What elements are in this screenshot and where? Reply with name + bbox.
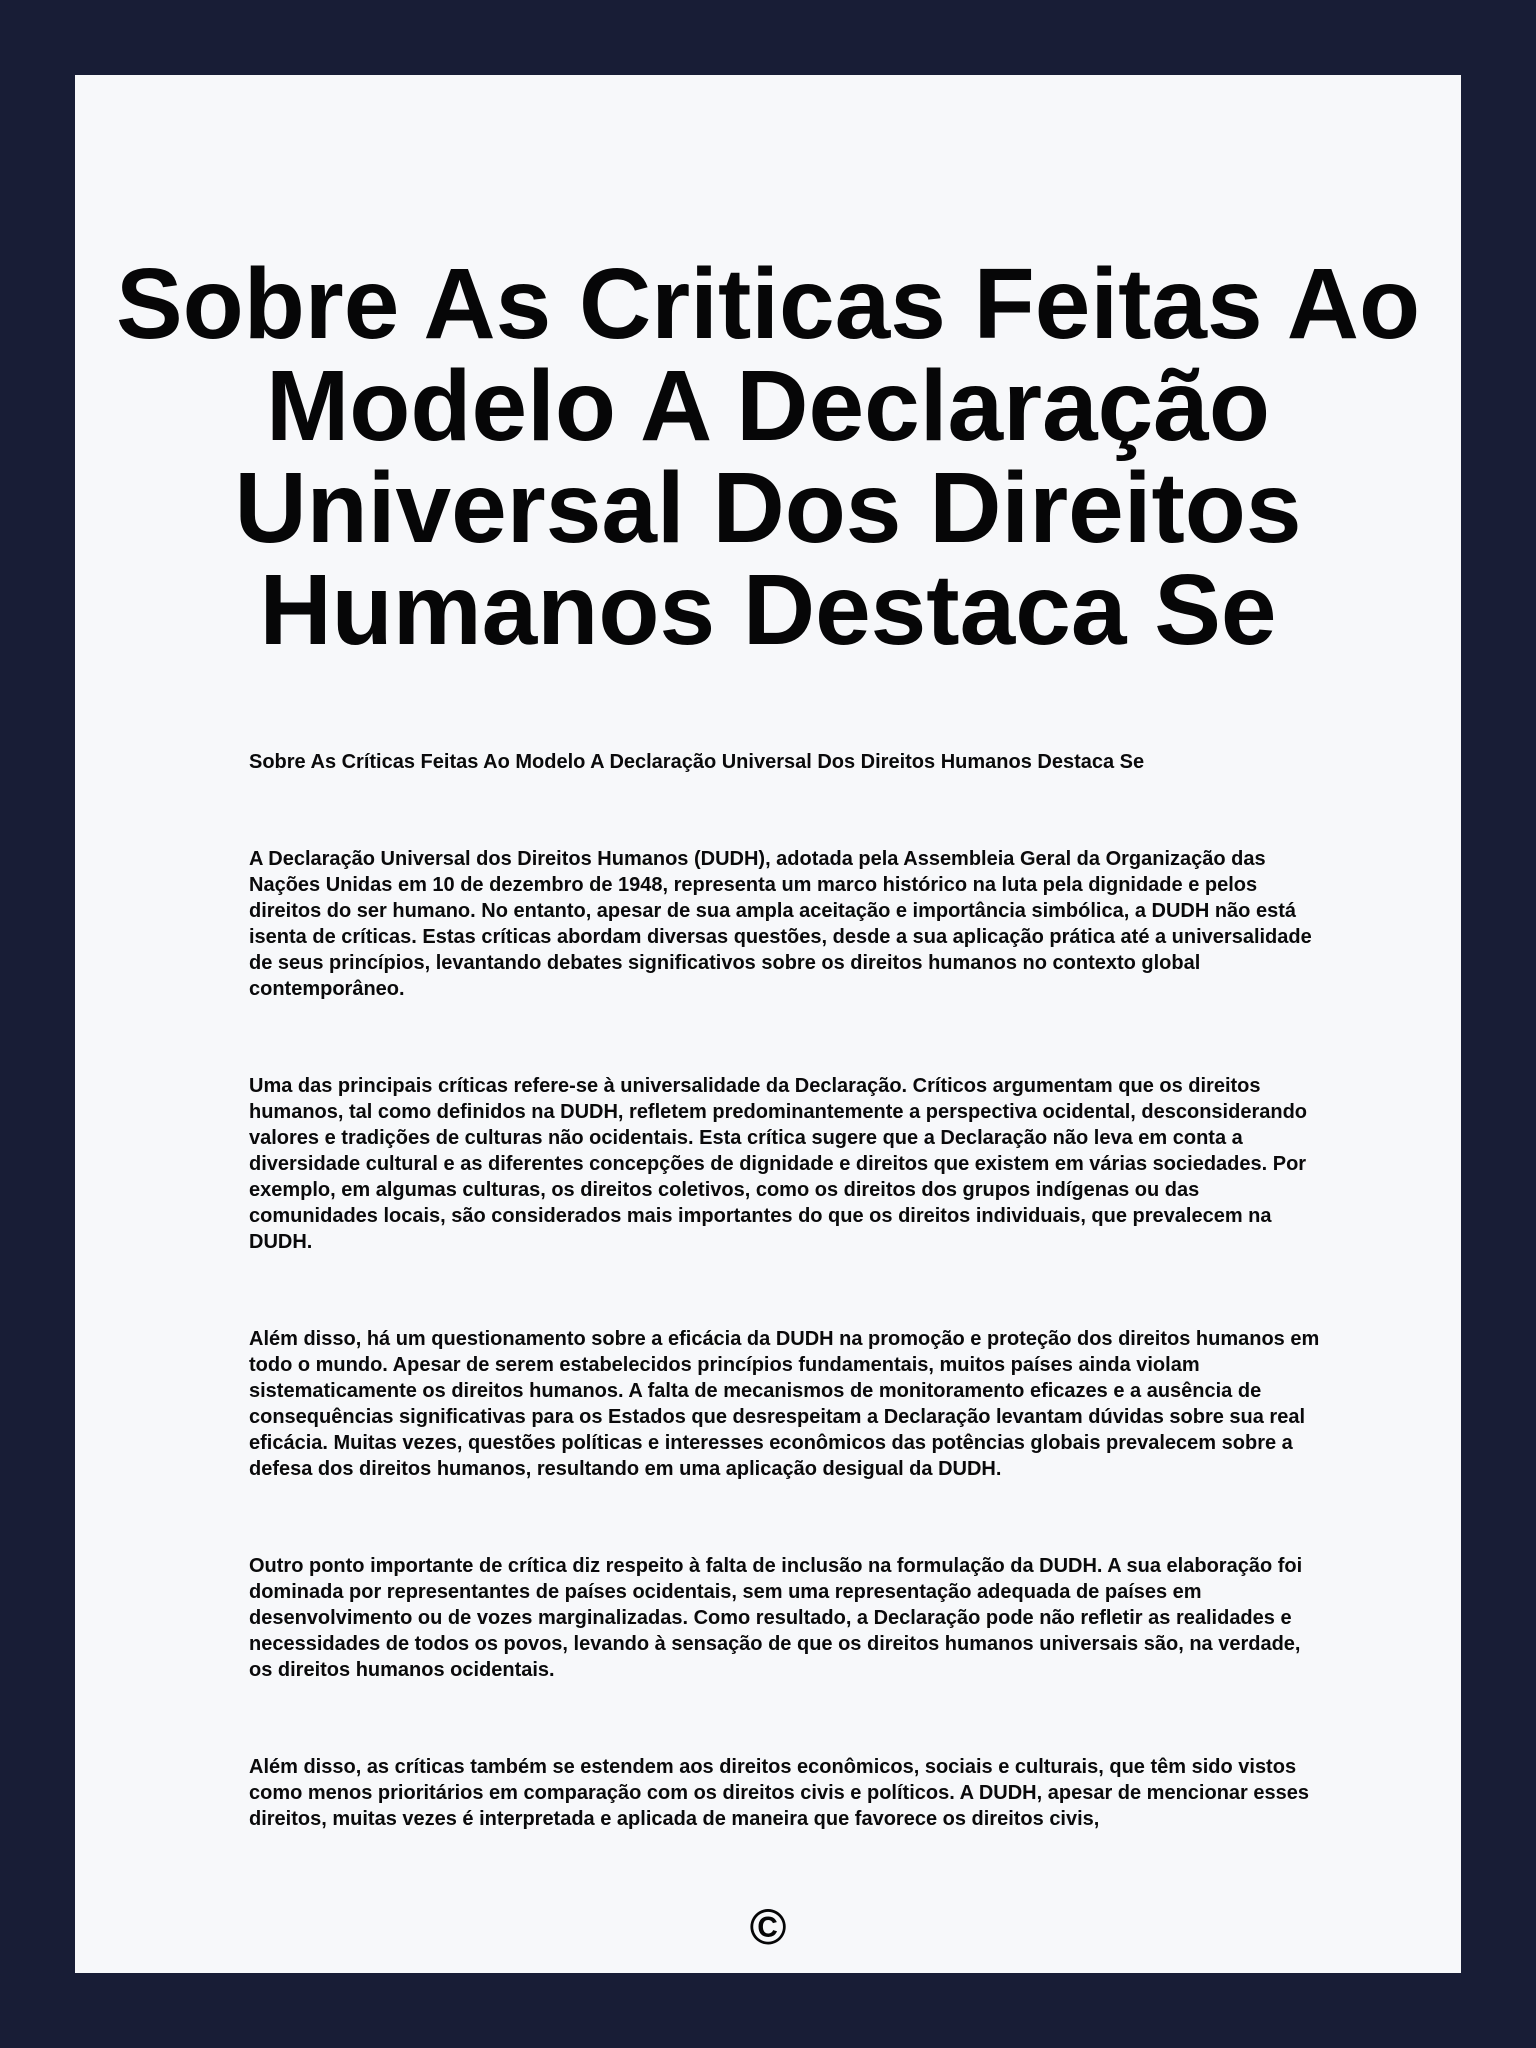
paragraph-4: Outro ponto importante de crítica diz respeito à falta de inclusão na formulação da DUDH. A sua elaboração foi dominada por representantes de países ocidentais, sem uma representação adequada de países em desenvolvimento ou de vozes marginalizadas. Como resultado, a Declaração pode não refletir as realidades e necessidades de todos os povos, levando à sensação de que os direitos humanos universais são, na verdade, os direitos humanos ocidentais. — [249, 1555, 1303, 1681]
title-line-4: Humanos Destaca Se — [259, 554, 1277, 666]
copyright-icon: © — [749, 1899, 787, 1955]
document-title — [100, 248, 1436, 666]
document-body — [75, 846, 1461, 1832]
title-line-3: Universal Dos Direitos — [234, 452, 1302, 564]
document-subtitle: Sobre As Críticas Feitas Ao Modelo A Declaração Universal Dos Direitos Humanos Destaca Se — [249, 751, 1145, 773]
paragraph-3: Além disso, há um questionamento sobre a eficácia da DUDH na promoção e proteção dos direitos humanos em todo o mundo. Apesar de serem estabelecidos princípios fundamentais, muitos países ainda violam sistematicamente os direitos humanos. A falta de mecanismos de monitoramento eficazes e a ausência de consequências significativas para os Estados que desrespeitam a Declaração levantam dúvidas sobre sua real eficácia. Muitas vezes, questões políticas e interesses econômicos das potências globais prevalecem sobre a defesa dos direitos humanos, resultando em uma aplicação desigual da DUDH. — [249, 1328, 1320, 1480]
paragraph-1: A Declaração Universal dos Direitos Humanos (DUDH), adotada pela Assembleia Geral da Organização das Nações Unidas em 10 de dezembro de 1948, representa um marco histórico na luta pela dignidade e pelos direitos do ser humano. No entanto, apesar de sua ampla aceitação e importância simbólica, a DUDH não está isenta de críticas. Estas críticas abordam diversas questões, desde a sua aplicação prática até a universalidade de seus princípios, levantando debates significativos sobre os direitos humanos no contexto global contemporâneo. — [249, 848, 1312, 1000]
title-line-2: Modelo A Declaração — [265, 350, 1270, 462]
paragraph-5: Além disso, as críticas também se estendem aos direitos econômicos, sociais e culturais, que têm sido vistos como menos prioritários em comparação com os direitos civis e políticos. A DUDH, apesar de mencionar esses direitos, muitas vezes é interpretada e aplicada de maneira que favorece os direitos civis, — [249, 1756, 1309, 1830]
title-line-1: Sobre As Criticas Feitas Ao — [115, 248, 1421, 360]
page-footer — [75, 1899, 1461, 1955]
paragraph-2: Uma das principais críticas refere-se à universalidade da Declaração. Críticos argumentam que os direitos humanos, tal como definidos na DUDH, refletem predominantemente a perspectiva ocidental, desconsiderando valores e tradições de culturas não ocidentais. Esta crítica sugere que a Declaração não leva em conta a diversidade cultural e as diferentes concepções de dignidade e direitos que existem em várias sociedades. Por exemplo, em algumas culturas, os direitos coletivos, como os direitos dos grupos indígenas ou das comunidades locais, são considerados mais importantes do que os direitos individuais, que prevalecem na DUDH. — [249, 1075, 1308, 1253]
document-page — [75, 75, 1461, 1973]
